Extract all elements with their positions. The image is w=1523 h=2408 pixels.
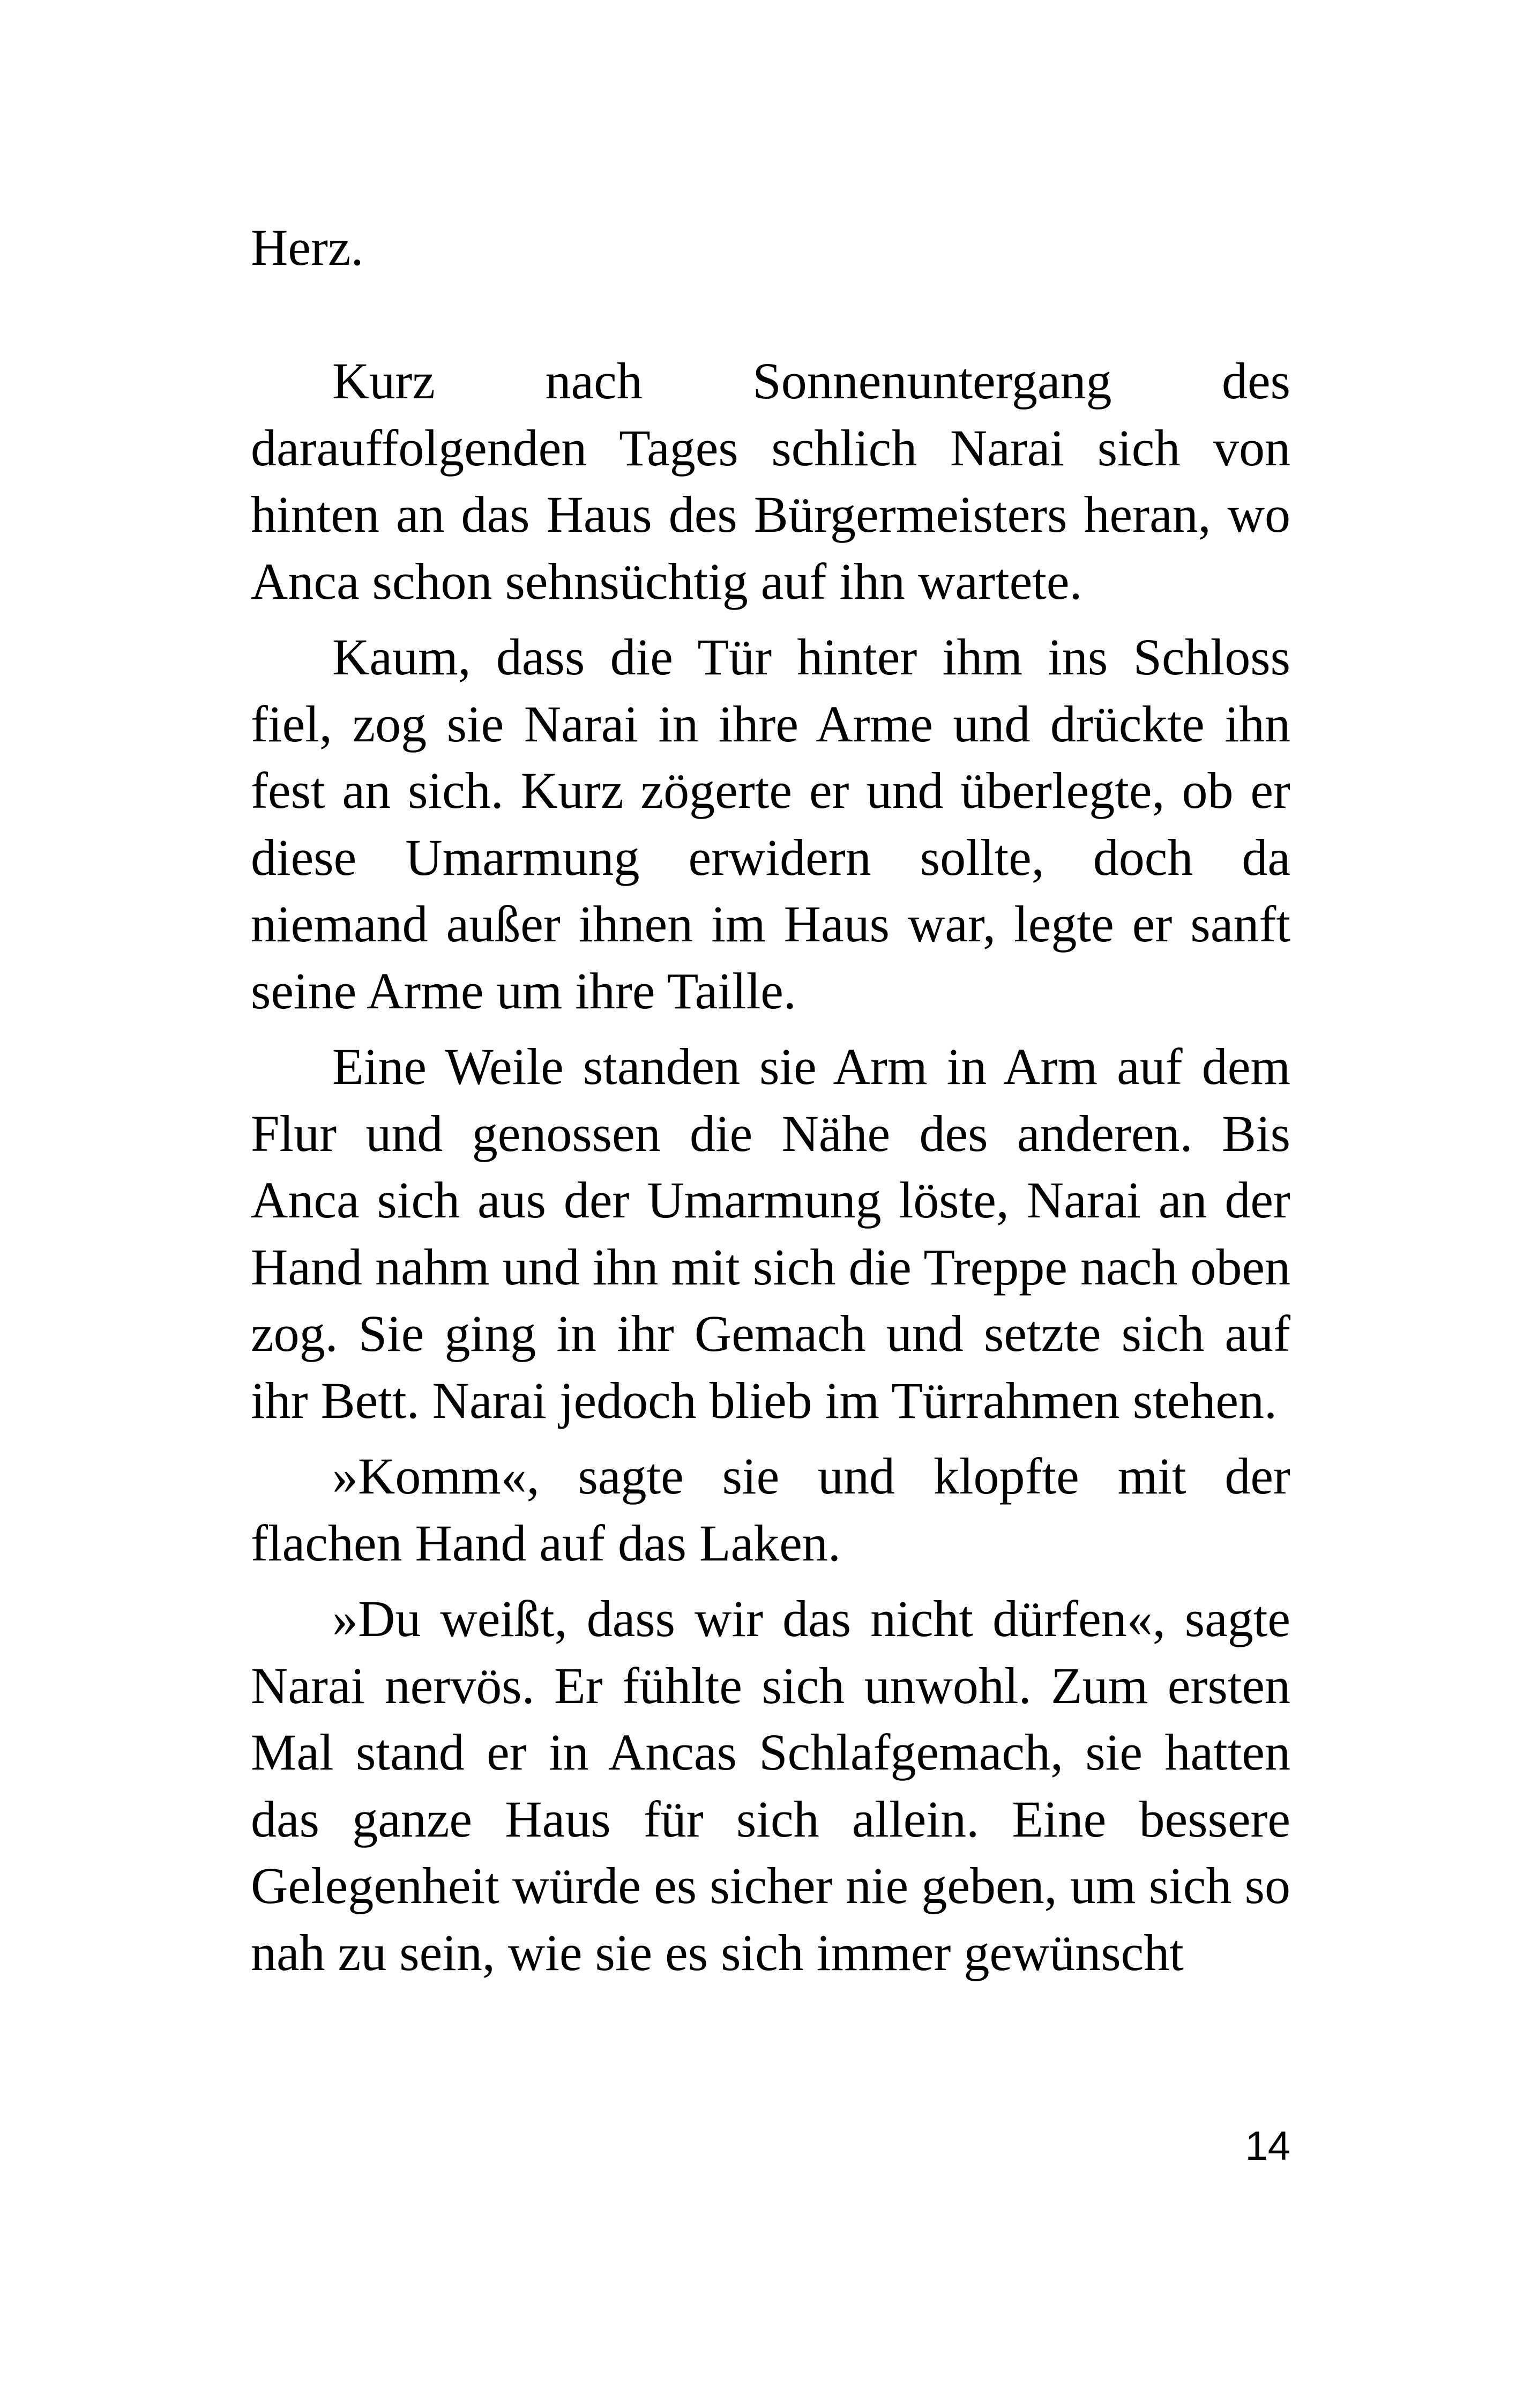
paragraph: Kurz nach Sonnenuntergang des darauffolgenden Tages schlich Narai sich von hinten an das Haus des Bürgermeisters heran, wo Anca schon sehnsüchtig auf ihn wartete. (251, 352, 1290, 610)
paragraph: Eine Weile standen sie Arm in Arm auf dem Flur und genossen die Nähe des anderen. Bis Anca sich aus der Umarmung löste, Narai an der Hand nahm und ihn mit sich die Treppe nach oben zog. Sie ging in ihr Gemach und setzte sich auf ihr Bett. Narai jedoch blieb im Türrahmen stehen. (251, 1038, 1290, 1429)
paragraph-continuation: Herz. (251, 219, 364, 276)
paragraph: »Du weißt, dass wir das nicht dürfen«, sagte Narai nervös. Er fühlte sich unwohl. Zum ersten Mal stand er in Ancas Schlafgemach, sie hatten das ganze Haus für sich allein. Eine bessere Gelegenheit würde es sicher nie geben, um sich so nah zu sein, wie sie es sich immer gewünscht (251, 1590, 1290, 1981)
paragraph: Kaum, dass die Tür hinter ihm ins Schloss fiel, zog sie Narai in ihre Arme und drückte ihn fest an sich. Kurz zögerte er und überlegte, ob er diese Umarmung erwidern sollte, doch da niemand außer ihnen im Haus war, legte er sanft seine Arme um ihre Taille. (251, 628, 1290, 1020)
paragraph: »Komm«, sagte sie und klopfte mit der flachen Hand auf das Laken. (251, 1447, 1290, 1572)
page-number: 14 (1245, 2123, 1290, 2169)
body-text (251, 214, 1290, 1986)
